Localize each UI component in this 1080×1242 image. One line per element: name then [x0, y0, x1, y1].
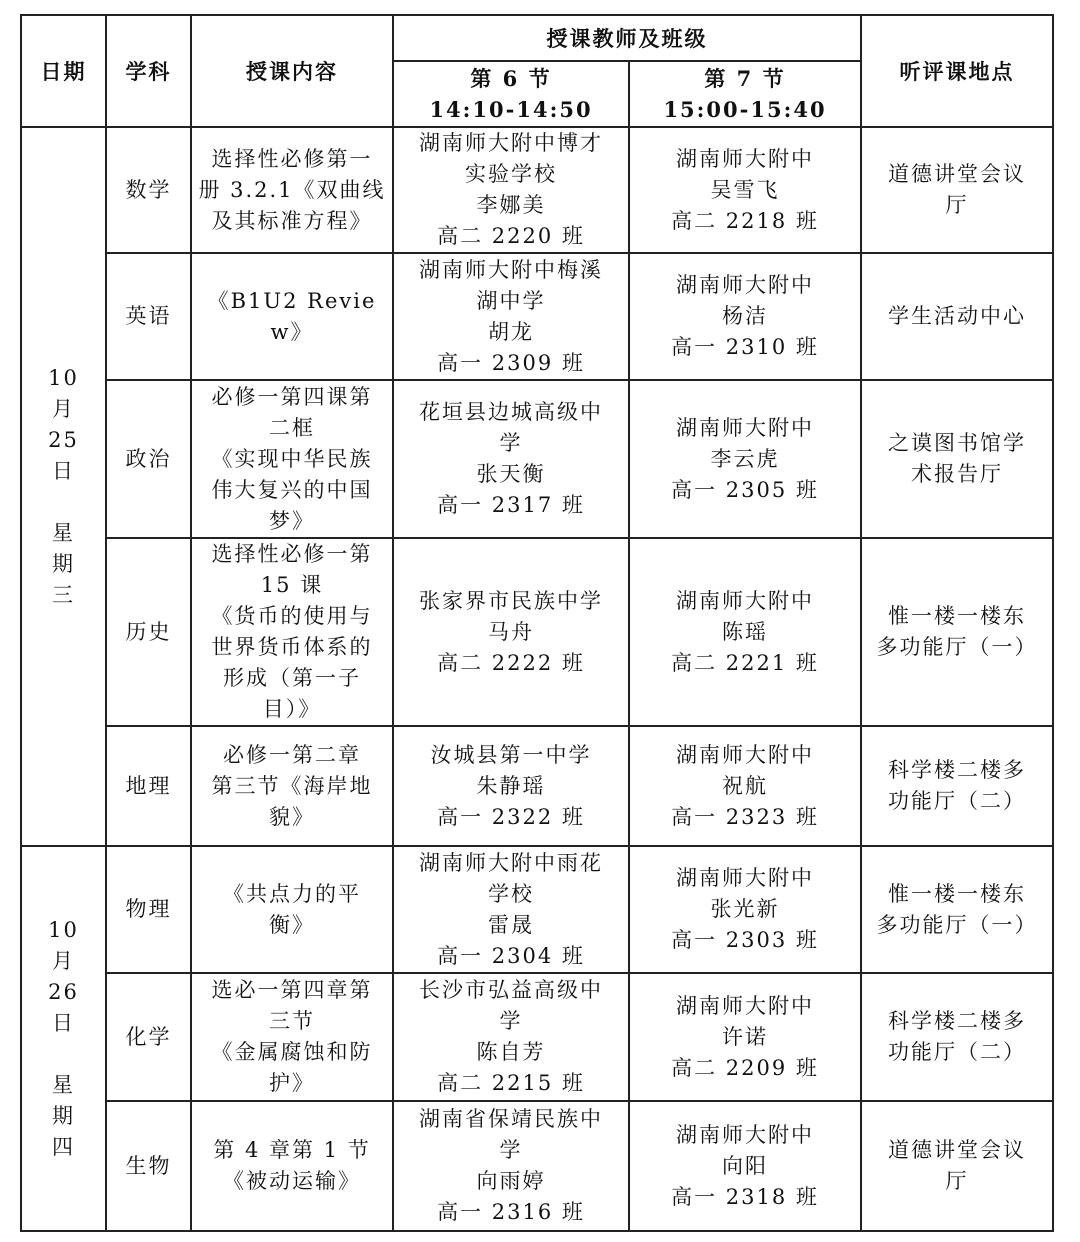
- content-cell: [191, 726, 393, 846]
- header-content: 授课内容: [191, 15, 393, 127]
- subject-cell: 物理: [106, 846, 191, 973]
- period-7-cell-line: 张光新: [710, 897, 780, 921]
- period-6-cell: [393, 538, 629, 726]
- period-6-cell-line: 高二 2215 班: [437, 1071, 585, 1095]
- table-row: [21, 538, 1053, 726]
- period-6-cell-line: 高二 2220 班: [437, 224, 585, 248]
- content-cell-line: 《被动运输》: [223, 1169, 361, 1193]
- period-7-cell-line: 高二 2209 班: [671, 1055, 819, 1080]
- period-6-cell-line: 张天衡: [476, 462, 546, 486]
- period-7-cell: [629, 380, 861, 538]
- period-7-cell-line: 吴雪飞: [710, 177, 780, 202]
- period-6-cell-line: 李娜美: [476, 193, 546, 217]
- content-cell-line: 伟大复兴的中国: [211, 477, 373, 502]
- content-cell-line: 二框: [269, 415, 315, 440]
- table-row: [21, 127, 1053, 253]
- period-7-cell-line: 湖南师大附中: [676, 588, 814, 613]
- location-cell-line: 功能厅（二）: [888, 789, 1026, 813]
- period-6-cell-line: 高一 2322 班: [437, 804, 585, 829]
- period-6-cell-line: 花垣县边城高级中: [419, 400, 603, 424]
- date-cell-line: 期: [52, 1103, 75, 1128]
- content-cell-line: 册 3.2.1《双曲线: [198, 177, 386, 202]
- content-cell: [191, 846, 393, 973]
- table-row: [21, 380, 1053, 538]
- location-cell: [861, 253, 1053, 380]
- content-cell: [191, 538, 393, 726]
- date-cell-line: 26: [48, 979, 79, 1004]
- table-row: [21, 1101, 1053, 1231]
- period-6-cell: [393, 726, 629, 846]
- period-7-cell-line: 祝航: [722, 773, 768, 798]
- period-6-cell: [393, 127, 629, 253]
- subject-cell: 化学: [106, 973, 191, 1101]
- content-cell-line: 世界货币体系的: [211, 635, 373, 659]
- location-cell-line: 道德讲堂会议: [888, 1138, 1026, 1162]
- header-subject: 学科: [106, 15, 191, 127]
- period-7-cell: [629, 1101, 861, 1231]
- content-cell-line: 梦》: [269, 508, 315, 533]
- period-7-cell-line: 湖南师大附中: [676, 273, 814, 297]
- content-cell-line: 三节: [269, 1009, 315, 1033]
- location-cell-line: 厅: [945, 1169, 969, 1193]
- date-cell-line: 期: [52, 551, 75, 576]
- period-7-cell-line: 高一 2323 班: [671, 804, 819, 829]
- period-7-cell-line: 湖南师大附中: [676, 866, 814, 890]
- location-cell-line: 多功能厅（一）: [876, 912, 1038, 937]
- period-6-cell: [393, 973, 629, 1101]
- period-7-cell-line: 向阳: [722, 1153, 768, 1178]
- schedule-body: [21, 127, 1053, 1231]
- table-row: [21, 726, 1053, 846]
- content-cell-line: 选必一第四章第: [211, 978, 373, 1002]
- content-cell-line: 必修一第四课第: [211, 384, 373, 409]
- content-cell: [191, 380, 393, 538]
- period-6-cell-line: 学校: [488, 881, 534, 906]
- period-6-cell-line: 高二 2222 班: [437, 650, 585, 675]
- location-cell: [861, 726, 1053, 846]
- schedule-table: [20, 14, 1054, 1232]
- location-cell-line: 厅: [945, 193, 969, 217]
- content-cell-line: 必修一第二章: [223, 742, 361, 767]
- subject-cell: 地理: [106, 726, 191, 846]
- content-cell-line: 选择性必修第一: [211, 146, 373, 171]
- location-cell: [861, 973, 1053, 1101]
- period-7-cell-line: 许诺: [722, 1024, 768, 1049]
- period-6-cell-line: 高一 2317 班: [437, 493, 585, 517]
- date-cell-line: [28, 487, 99, 518]
- subject-cell: 政治: [106, 380, 191, 538]
- period-6-name: 第 6 节: [470, 66, 552, 91]
- period-6-cell-line: 陈自芳: [476, 1040, 546, 1064]
- location-cell-line: 科学楼二楼多: [888, 1009, 1026, 1033]
- period-6-cell-line: 高一 2304 班: [437, 943, 585, 968]
- content-cell-line: 第 4 章第 1 节: [213, 1138, 371, 1162]
- period-6-cell-line: 长沙市弘益高级中: [419, 978, 603, 1002]
- period-6-cell-line: 湖南师大附中博才: [419, 131, 603, 155]
- period-7-cell: [629, 538, 861, 726]
- period-6-cell-line: 湖南省保靖民族中: [419, 1107, 603, 1131]
- content-cell-line: 衡》: [269, 912, 315, 937]
- period-6-cell: [393, 253, 629, 380]
- period-6-cell: [393, 846, 629, 973]
- period-6-cell-line: 实验学校: [465, 162, 557, 186]
- period-6-cell-line: 学: [499, 431, 523, 455]
- table-row: [21, 973, 1053, 1101]
- period-6-cell-line: 湖中学: [476, 288, 546, 313]
- location-cell-line: 道德讲堂会议: [888, 162, 1026, 186]
- location-cell-line: 科学楼二楼多: [888, 758, 1026, 782]
- content-cell-line: 15 课: [260, 573, 324, 597]
- table-row: [21, 846, 1053, 973]
- content-cell-line: 形成（第一子: [223, 666, 361, 690]
- period-6-cell-line: 湖南师大附中梅溪: [419, 257, 603, 282]
- period-6-cell-line: 高一 2316 班: [437, 1200, 585, 1224]
- location-cell: [861, 846, 1053, 973]
- date-cell-line: 日: [52, 1010, 75, 1035]
- date-cell-line: 星: [52, 1072, 75, 1097]
- period-7-name: 第 7 节: [704, 66, 786, 91]
- content-cell-line: 《共点力的平: [223, 881, 361, 906]
- content-cell-line: 《金属腐蚀和防: [211, 1040, 373, 1064]
- content-cell-line: 《B1U2 Review》: [207, 288, 377, 344]
- period-6-cell: [393, 1101, 629, 1231]
- period-7-cell-line: 湖南师大附中: [676, 993, 814, 1018]
- location-cell-line: 惟一楼一楼东: [888, 881, 1026, 906]
- content-cell-line: 第三节《海岸地: [211, 773, 373, 798]
- location-cell-line: 功能厅（二）: [888, 1040, 1026, 1064]
- date-cell-line: 月: [52, 948, 75, 973]
- location-cell-line: 学生活动中心: [888, 304, 1026, 328]
- content-cell-line: 貌》: [269, 804, 315, 829]
- content-cell: [191, 253, 393, 380]
- content-cell-line: 护》: [269, 1071, 315, 1095]
- content-cell: [191, 1101, 393, 1231]
- period-7-cell: [629, 253, 861, 380]
- period-6-cell-line: 胡龙: [488, 319, 534, 344]
- header-date: 日期: [21, 15, 106, 127]
- date-cell-line: 星: [52, 520, 75, 545]
- subject-cell: 生物: [106, 1101, 191, 1231]
- period-7-cell: [629, 846, 861, 973]
- period-7-cell-line: 陈瑶: [722, 619, 768, 644]
- period-7-cell-line: 高二 2221 班: [671, 650, 819, 675]
- period-6-cell-line: 湖南师大附中雨花: [419, 850, 603, 875]
- period-6-cell-line: 雷晟: [488, 912, 534, 937]
- date-cell-line: 日: [52, 458, 75, 483]
- period-7-time: 15:00-15:40: [663, 97, 827, 122]
- content-cell-line: 选择性必修一第: [211, 542, 373, 566]
- location-cell-line: 术报告厅: [911, 462, 1003, 486]
- location-cell-line: 多功能厅（一）: [876, 635, 1038, 659]
- period-7-cell: [629, 127, 861, 253]
- location-cell-line: 惟一楼一楼东: [888, 604, 1026, 628]
- period-6-cell-line: 汝城县第一中学: [430, 742, 592, 767]
- date-cell-line: 10: [48, 917, 79, 942]
- period-6-cell-line: 学: [499, 1138, 523, 1162]
- content-cell-line: 及其标准方程》: [211, 208, 373, 233]
- subject-cell: 英语: [106, 253, 191, 380]
- period-6-cell-line: 朱静瑶: [476, 773, 546, 798]
- table-row: [21, 253, 1053, 380]
- period-7-cell: [629, 973, 861, 1101]
- period-6-cell-line: 张家界市民族中学: [419, 588, 603, 613]
- header-location: 听评课地点: [861, 15, 1053, 127]
- date-cell-line: 月: [52, 396, 75, 421]
- period-7-cell-line: 高一 2310 班: [671, 335, 819, 359]
- period-7-cell-line: 李云虎: [710, 446, 780, 471]
- date-cell-line: 三: [52, 582, 75, 607]
- subject-cell: 数学: [106, 127, 191, 253]
- period-7-cell-line: 湖南师大附中: [676, 742, 814, 767]
- date-cell-line: [28, 1039, 99, 1070]
- date-cell-line: 25: [48, 427, 79, 452]
- date-cell-line: 10: [48, 365, 79, 390]
- period-6-cell: [393, 380, 629, 538]
- subject-cell: 历史: [106, 538, 191, 726]
- content-cell-line: 《货币的使用与: [211, 604, 373, 628]
- period-6-cell-line: 高一 2309 班: [437, 350, 585, 375]
- period-6-time: 14:10-14:50: [429, 97, 593, 122]
- period-6-cell-line: 马舟: [488, 619, 534, 644]
- header-period-6: [393, 61, 629, 127]
- period-7-cell-line: 杨洁: [722, 304, 768, 328]
- content-cell: [191, 127, 393, 253]
- period-7-cell-line: 湖南师大附中: [676, 415, 814, 440]
- location-cell-line: 之谟图书馆学: [888, 431, 1026, 455]
- content-cell-line: 目）》: [262, 697, 322, 721]
- period-6-cell-line: 向雨婷: [476, 1169, 546, 1193]
- period-6-cell-line: 学: [499, 1009, 523, 1033]
- period-7-cell: [629, 726, 861, 846]
- location-cell: [861, 1101, 1053, 1231]
- period-7-cell-line: 湖南师大附中: [676, 146, 814, 171]
- date-cell-line: 四: [52, 1134, 75, 1159]
- period-7-cell-line: 高一 2303 班: [671, 928, 819, 952]
- content-cell-line: 《实现中华民族: [211, 446, 373, 471]
- content-cell: [191, 973, 393, 1101]
- location-cell: [861, 538, 1053, 726]
- header-teachers-group: 授课教师及班级: [393, 15, 861, 61]
- header-period-7: [629, 61, 861, 127]
- period-7-cell-line: 高二 2218 班: [671, 208, 819, 233]
- period-7-cell-line: 湖南师大附中: [676, 1122, 814, 1147]
- location-cell: [861, 127, 1053, 253]
- period-7-cell-line: 高一 2318 班: [671, 1184, 819, 1209]
- date-cell: [21, 127, 106, 846]
- date-cell: [21, 846, 106, 1231]
- period-7-cell-line: 高一 2305 班: [671, 477, 819, 502]
- location-cell: [861, 380, 1053, 538]
